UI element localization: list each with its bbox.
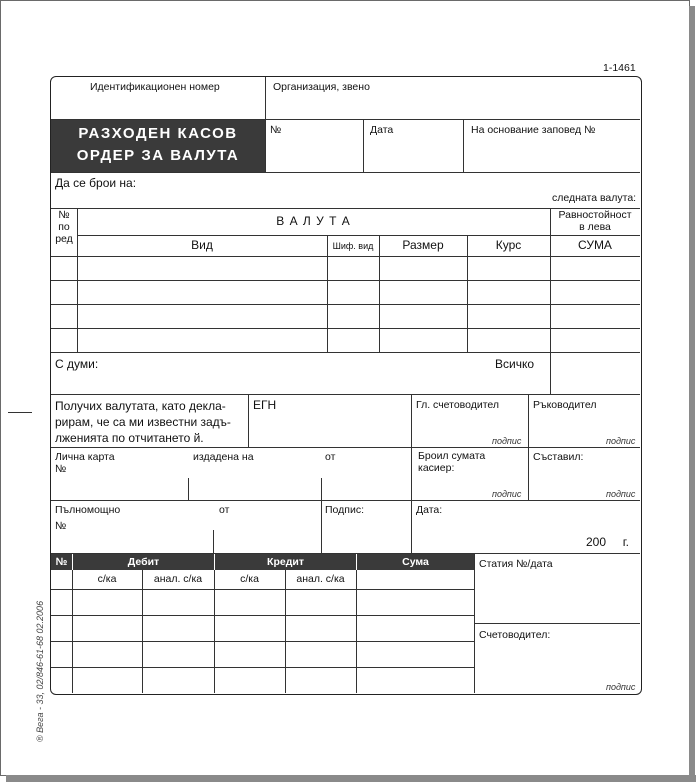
- in-words-label: С думи:: [55, 357, 99, 371]
- declaration-line-2: рирам, че са ми известни задъ-: [55, 415, 231, 429]
- rule: [51, 447, 640, 448]
- table-row: [51, 328, 640, 329]
- credit-header: [215, 554, 356, 570]
- credit-label: Кредит: [267, 556, 304, 568]
- egn-label: ЕГН: [253, 398, 277, 412]
- table-row: [51, 256, 640, 257]
- date-field-label: Дата:: [416, 504, 443, 516]
- cashier-signature: подпис: [492, 489, 522, 499]
- table-row: [51, 589, 474, 590]
- rownum-label-2: по: [58, 221, 70, 233]
- form-code: 1-1461: [603, 62, 636, 74]
- rule: [379, 235, 380, 352]
- debit-analytic-label: анал. с/ка: [153, 573, 203, 585]
- margin-fold-mark: [8, 412, 32, 413]
- proxy-number-label: №: [55, 520, 67, 532]
- rule: [77, 235, 640, 236]
- id-card-label: Лична карта: [55, 451, 115, 463]
- table-row: [51, 280, 640, 281]
- rule: [411, 394, 412, 553]
- title-line-2: ОРДЕР ЗА ВАЛУТА: [76, 147, 240, 164]
- cashier-label-1: Броил сумата: [418, 450, 486, 462]
- accountant-signature: подпис: [606, 682, 636, 692]
- accountant-label: Счетоводител:: [479, 629, 551, 641]
- following-currency-label: следната валута:: [552, 192, 637, 204]
- col-type: Вид: [191, 238, 213, 252]
- declaration-line-3: лженията по отчитането й.: [55, 431, 204, 445]
- credit-analytic-label: анал. с/ка: [296, 573, 345, 585]
- rule: [550, 208, 551, 394]
- debit-label: Дебит: [127, 556, 160, 568]
- rule: [51, 352, 640, 353]
- col-amount: Размер: [402, 238, 444, 252]
- debit-account-label: с/ка: [97, 573, 117, 585]
- compiled-signature: подпис: [606, 489, 636, 499]
- rule: [474, 623, 640, 624]
- rule: [463, 120, 464, 172]
- sum-header: [357, 554, 474, 570]
- org-label: Организация, звено: [273, 81, 370, 93]
- acc-num-header: [51, 554, 72, 570]
- number-label: №: [270, 124, 282, 136]
- total-label: Всичко: [495, 357, 535, 371]
- equivalent-label-1: Равностойност: [558, 209, 632, 221]
- rule: [248, 394, 249, 447]
- rule: [51, 172, 640, 173]
- cashier-label-2: касиер:: [418, 462, 455, 474]
- proxy-label: Пълномощно: [55, 504, 121, 516]
- year-suffix: 200 г.: [586, 535, 629, 549]
- header-divider: [265, 77, 266, 172]
- title-block: [51, 120, 265, 172]
- acc-num-label: №: [55, 556, 68, 568]
- id-number-label: Идентификационен номер: [90, 81, 220, 93]
- rule: [213, 530, 214, 553]
- equivalent-label-2: в лева: [579, 221, 611, 233]
- rule: [188, 478, 189, 500]
- rownum-label-1: №: [58, 209, 70, 221]
- currency-heading: В А Л У Т А: [276, 214, 351, 228]
- sum-label: Сума: [402, 556, 429, 568]
- manager-signature: подпис: [606, 436, 636, 446]
- issued-from-label: от: [325, 451, 336, 463]
- declaration-line-1: Получих валутата, като декла-: [55, 399, 226, 413]
- rule: [363, 120, 364, 172]
- chief-accountant-label: Гл. счетоводител: [416, 399, 500, 411]
- issued-label: издадена на: [193, 451, 254, 463]
- compiled-label: Съставил:: [533, 451, 584, 463]
- rule: [51, 394, 640, 395]
- id-card-number-label: №: [55, 463, 67, 475]
- table-row: [51, 304, 640, 305]
- signature-field-label: Подпис:: [325, 504, 365, 516]
- basis-label: На основание заповед №: [471, 124, 596, 136]
- pay-to-label: Да се брои на:: [55, 176, 137, 190]
- title-line-1: РАЗХОДЕН КАСОВ: [78, 125, 238, 142]
- manager-label: Ръководител: [533, 399, 597, 411]
- table-row: [51, 615, 474, 616]
- chief-accountant-signature: подпис: [492, 436, 522, 446]
- rownum-label-3: ред: [55, 233, 73, 245]
- col-rate: Курс: [495, 238, 522, 252]
- rule: [467, 235, 468, 352]
- debit-header: [73, 554, 214, 570]
- proxy-from-label: от: [219, 504, 230, 516]
- col-sum: СУМА: [578, 238, 612, 252]
- article-label: Статия №/дата: [479, 558, 553, 570]
- page-shadow-bottom: [6, 775, 696, 782]
- rule: [51, 500, 640, 501]
- col-code: Шиф. вид: [332, 241, 374, 251]
- rule: [321, 478, 322, 500]
- rule: [321, 500, 322, 553]
- printer-imprint: ® Вега - 33, 02/846-61-68 02.2006: [35, 600, 45, 742]
- table-row: [51, 667, 474, 668]
- page-shadow-right: [689, 6, 695, 782]
- credit-account-label: с/ка: [240, 573, 259, 585]
- date-label: Дата: [370, 124, 394, 136]
- table-row: [51, 641, 474, 642]
